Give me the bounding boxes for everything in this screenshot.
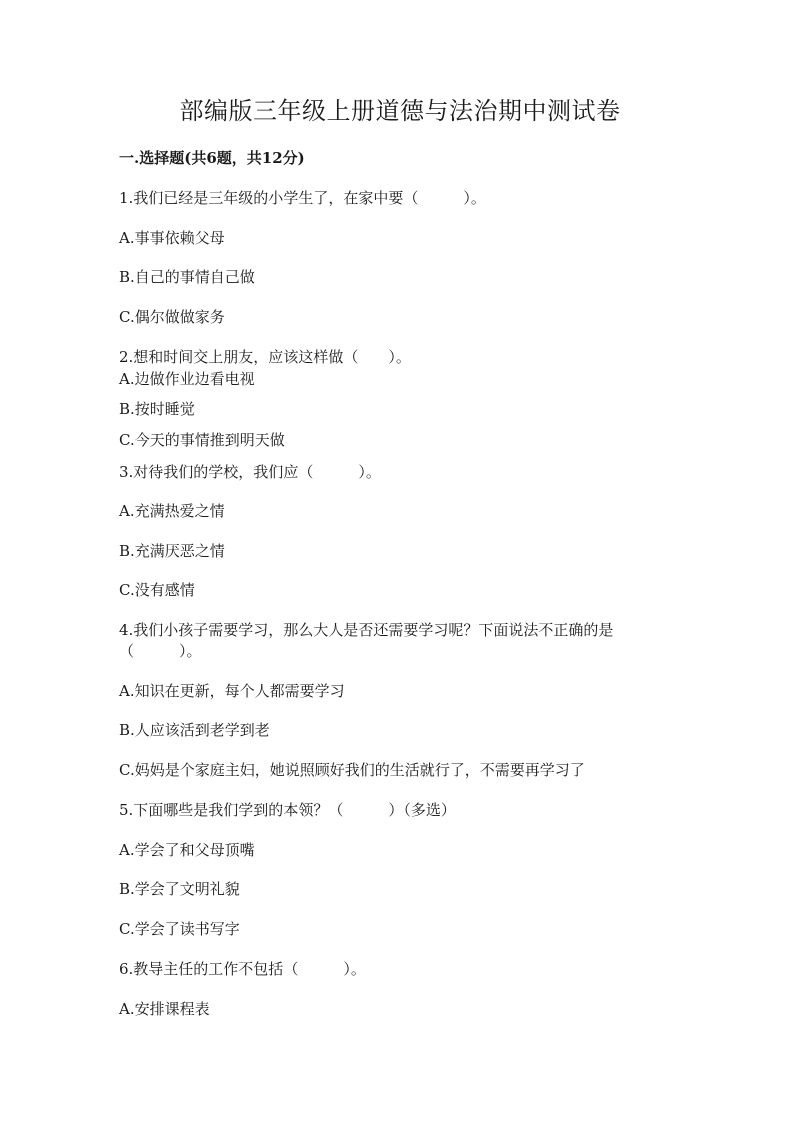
answer-option: B.自己的事情自己做	[119, 268, 255, 286]
question-stem: 1.我们已经是三年级的小学生了，在家中要（ ）。	[119, 189, 486, 207]
answer-option: A.知识在更新，每个人都需要学习	[119, 682, 345, 700]
answer-option: B.学会了文明礼貌	[119, 880, 240, 898]
question-stem: 2.想和时间交上朋友，应该这样做（ ）。	[119, 348, 411, 366]
page-title: 部编版三年级上册道德与法治期中测试卷	[179, 97, 621, 125]
question-stem: 5.下面哪些是我们学到的本领？（ ）（多选）	[119, 801, 456, 819]
answer-option: C.今天的事情推到明天做	[119, 431, 285, 449]
question-stem: 6.教导主任的工作不包括（ ）。	[119, 960, 366, 978]
answer-option: B.人应该活到老学到老	[119, 721, 270, 739]
answer-option: A.事事依赖父母	[119, 229, 225, 247]
answer-option: A.学会了和父母顶嘴	[119, 841, 255, 859]
answer-option: C.没有感情	[119, 581, 195, 599]
section-heading: 一.选择题(共6题，共12分)	[119, 149, 305, 167]
answer-option: C.妈妈是个家庭主妇，她说照顾好我们的生活就行了，不需要再学习了	[119, 761, 585, 779]
answer-option: A.边做作业边看电视	[119, 370, 255, 388]
question-stem-continued: （ ）。	[119, 642, 202, 660]
answer-option: C.学会了读书写字	[119, 920, 240, 938]
question-stem: 4.我们小孩子需要学习，那么大人是否还需要学习呢？下面说法不正确的是	[119, 621, 614, 639]
answer-option: A.充满热爱之情	[119, 502, 225, 520]
answer-option: B.充满厌恶之情	[119, 542, 225, 560]
answer-option: B.按时睡觉	[119, 400, 195, 418]
question-stem: 3.对待我们的学校，我们应（ ）。	[119, 463, 381, 481]
answer-option: A.安排课程表	[119, 1000, 210, 1018]
answer-option: C.偶尔做做家务	[119, 308, 225, 326]
